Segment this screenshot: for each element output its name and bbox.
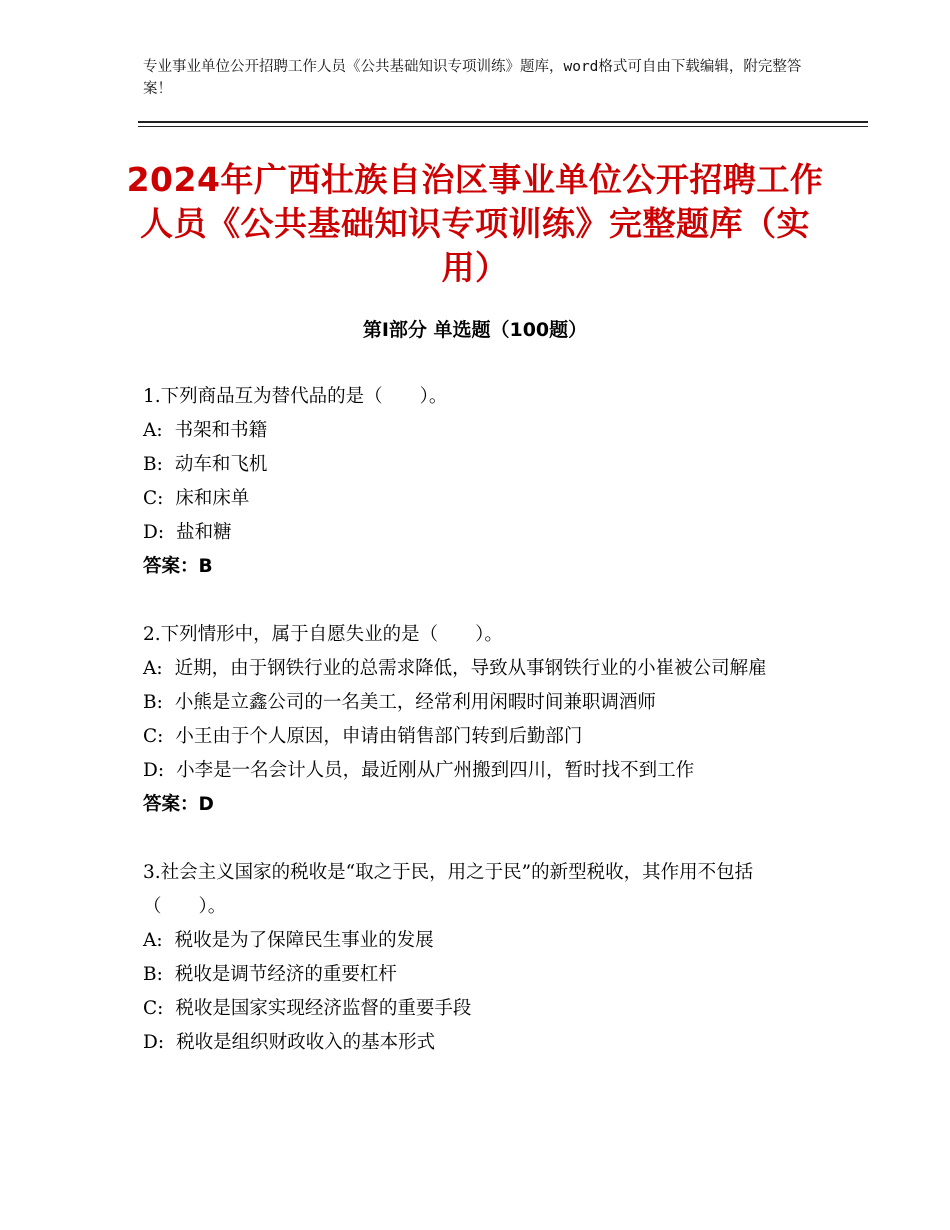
option-d: [143, 1026, 811, 1060]
option-text: 盐和糖: [176, 522, 232, 543]
option-letter: C:: [143, 488, 164, 509]
header-rule-thin: [138, 126, 868, 127]
question-2: [143, 618, 811, 822]
option-text: 税收是为了保障民生事业的发展: [174, 930, 434, 951]
option-d: [143, 516, 811, 550]
option-text: 书架和书籍: [174, 420, 268, 441]
option-b: [143, 448, 811, 482]
option-c: [143, 720, 811, 754]
question-1: [143, 380, 811, 584]
document-title: 2024年广西壮族自治区事业单位公开招聘工作人员《公共基础知识专项训练》完整题库（实用）: [126, 160, 824, 287]
option-letter: B:: [143, 692, 163, 713]
option-letter: B:: [143, 964, 163, 985]
option-b: [143, 686, 811, 720]
option-letter: D:: [143, 522, 165, 543]
option-text: 近期，由于钢铁行业的总需求降低，导致从事钢铁行业的小崔被公司解雇: [174, 658, 767, 679]
section-heading: 第Ⅰ部分 单选题（100题）: [362, 319, 588, 341]
header-rule-thick: [138, 121, 868, 123]
option-letter: A:: [143, 658, 163, 679]
option-text: 床和床单: [175, 488, 250, 509]
header-note: 专业事业单位公开招聘工作人员《公共基础知识专项训练》题库，word格式可自由下载编辑，附完整答案！: [143, 59, 802, 97]
option-a: [143, 924, 811, 958]
option-d: [143, 754, 811, 788]
option-text: 小李是一名会计人员，最近刚从广州搬到四川，暂时找不到工作: [176, 760, 695, 781]
option-c: [143, 482, 811, 516]
answer-line: 答案：D: [143, 794, 214, 815]
option-text: 小王由于个人原因，申请由销售部门转到后勤部门: [175, 726, 583, 747]
option-text: 税收是调节经济的重要杠杆: [174, 964, 397, 985]
question-stem: 3.社会主义国家的税收是“取之于民，用之于民”的新型税收，其作用不包括（ ）。: [143, 862, 754, 917]
question-3: [143, 856, 811, 1060]
option-text: 税收是组织财政收入的基本形式: [176, 1032, 436, 1053]
option-c: [143, 992, 811, 1026]
option-letter: D:: [143, 760, 165, 781]
option-text: 小熊是立鑫公司的一名美工，经常利用闲暇时间兼职调酒师: [174, 692, 656, 713]
answer-line: 答案：B: [143, 556, 213, 577]
option-letter: C:: [143, 998, 164, 1019]
option-text: 动车和飞机: [174, 454, 268, 475]
question-list: [143, 380, 811, 1094]
question-stem: 1.下列商品互为替代品的是（ ）。: [143, 386, 448, 407]
option-letter: B:: [143, 454, 163, 475]
question-stem: 2.下列情形中，属于自愿失业的是（ ）。: [143, 624, 503, 645]
option-letter: C:: [143, 726, 164, 747]
option-text: 税收是国家实现经济监督的重要手段: [175, 998, 472, 1019]
option-letter: D:: [143, 1032, 165, 1053]
option-a: [143, 414, 811, 448]
option-letter: A:: [143, 420, 163, 441]
option-letter: A:: [143, 930, 163, 951]
option-a: [143, 652, 811, 686]
option-b: [143, 958, 811, 992]
